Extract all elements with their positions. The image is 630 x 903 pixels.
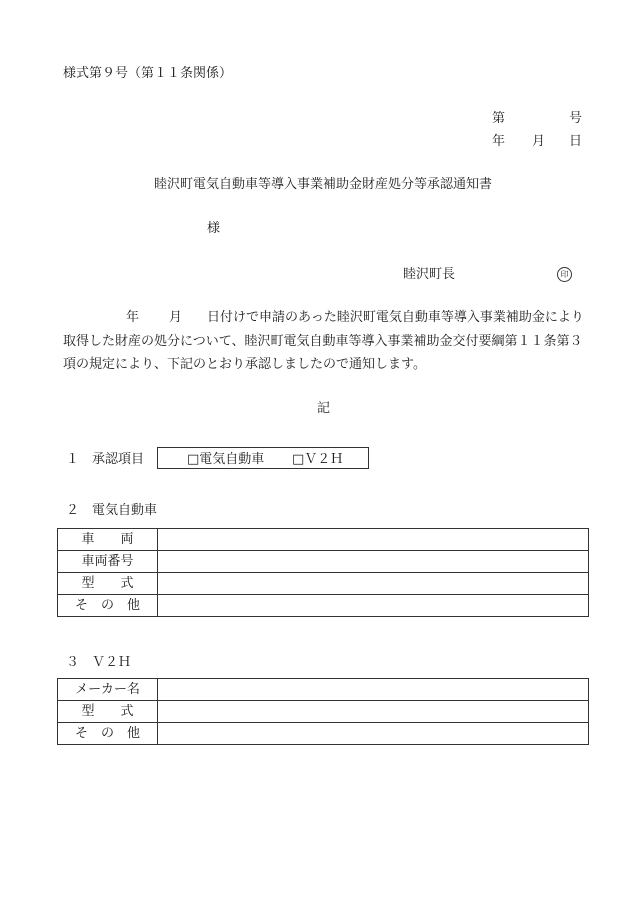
option-v2h: □Ｖ２Ｈ (292, 452, 344, 467)
section2-label: ２ 電気自動車 (66, 503, 158, 518)
ev-plate-value (158, 551, 589, 573)
table-row (58, 701, 589, 723)
table-row (58, 679, 589, 701)
document-title: 睦沢町電気自動車等導入事業補助金財産処分等承認通知書 (154, 177, 493, 192)
seal-mark: 印 (557, 267, 572, 282)
date-year: 年 (492, 134, 506, 149)
body-line-3: 項の規定により、下記のとおり承認しましたので通知します。 (63, 357, 426, 372)
ev-row-label: 車 両 (58, 529, 158, 551)
ev-model-value (158, 573, 589, 595)
body-year: 年 (126, 310, 140, 325)
issuer-name: 睦沢町長 (403, 267, 456, 282)
ev-vehicle-value (158, 529, 589, 551)
ev-table (57, 528, 589, 617)
v2h-maker-value (158, 679, 589, 701)
section1-label: １ 承認項目 (66, 452, 145, 467)
date-month: 月 (532, 134, 546, 149)
addressee-suffix: 様 (207, 221, 221, 236)
v2h-row-label: 型 式 (58, 701, 158, 723)
ev-other-value (158, 595, 589, 617)
doc-number-dai: 第 (492, 111, 506, 126)
doc-number-go: 号 (569, 111, 583, 126)
section3-label: ３ Ｖ２Ｈ (66, 655, 132, 670)
ev-row-label: 型 式 (58, 573, 158, 595)
approval-items-box (157, 447, 369, 469)
v2h-row-label: メーカー名 (58, 679, 158, 701)
v2h-table (57, 678, 589, 745)
body-line-1 (63, 306, 583, 330)
form-number: 様式第９号（第１１条関係） (63, 66, 233, 81)
date-day: 日 (569, 134, 583, 149)
v2h-model-value (158, 701, 589, 723)
table-row (58, 551, 589, 573)
table-row (58, 529, 589, 551)
v2h-row-label: そ の 他 (58, 723, 158, 745)
body-line-1-text: 日付けで申請のあった睦沢町電気自動車等導入事業補助金により (207, 310, 584, 325)
v2h-other-value (158, 723, 589, 745)
ev-row-label: 車両番号 (58, 551, 158, 573)
body-paragraph (63, 306, 583, 377)
body-month: 月 (169, 310, 183, 325)
ki-heading: 記 (317, 401, 331, 416)
option-electric-vehicle: □電気自動車 (187, 452, 265, 467)
table-row (58, 573, 589, 595)
body-line-2: 取得した財産の処分について、睦沢町電気自動車等導入事業補助金交付要綱第１１条第３ (63, 333, 583, 349)
table-row (58, 723, 589, 745)
ev-row-label: そ の 他 (58, 595, 158, 617)
table-row (58, 595, 589, 617)
